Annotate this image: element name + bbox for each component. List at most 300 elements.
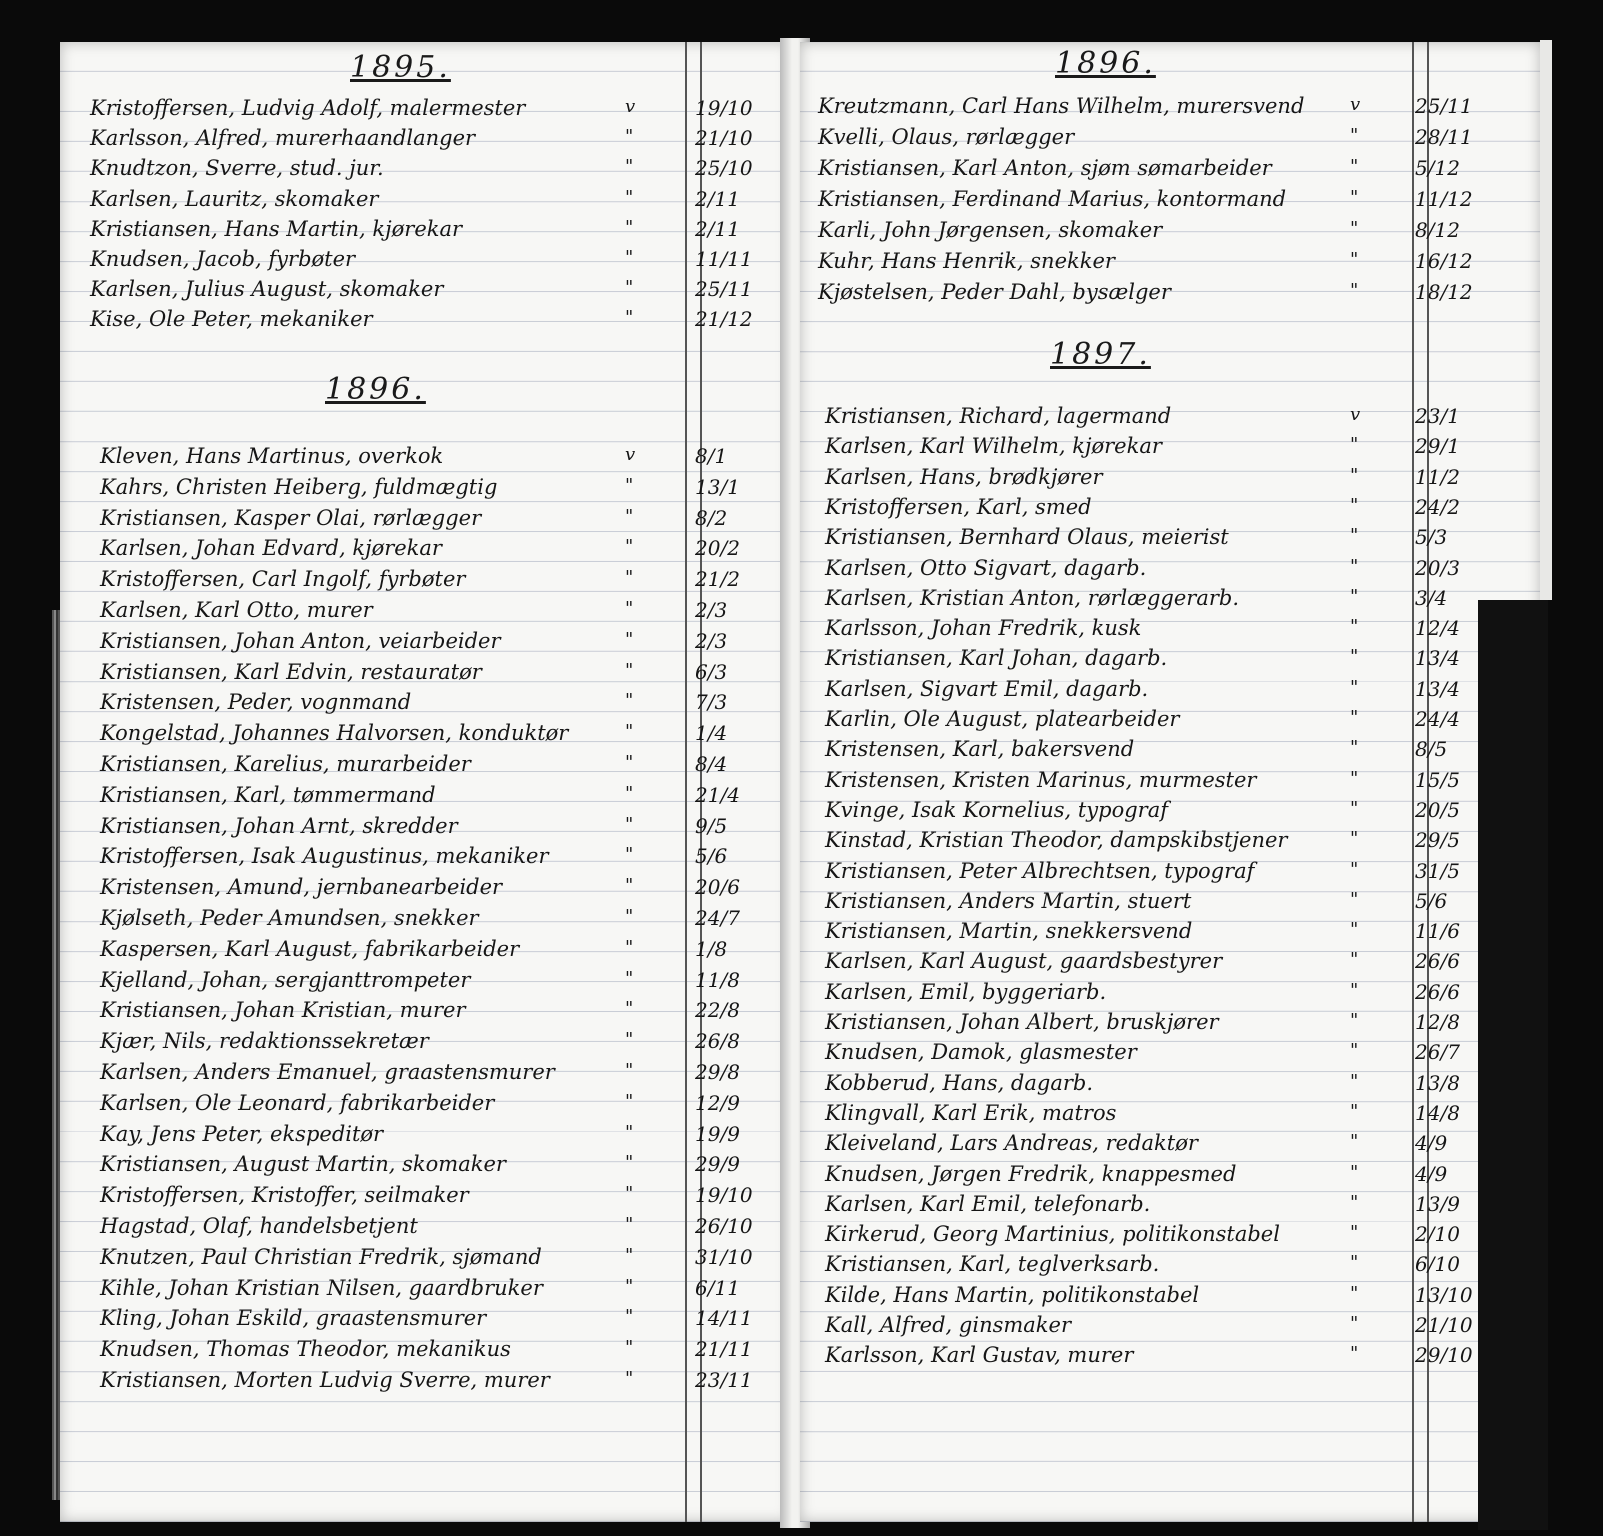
background-shadow [1478, 600, 1548, 1530]
entry-date: 22/8 [695, 998, 740, 1023]
entry-date: 11/11 [695, 247, 753, 271]
entry-date: 19/10 [695, 1183, 753, 1208]
entry-mark: " [1350, 1222, 1359, 1244]
entry-date: 23/1 [1415, 404, 1460, 428]
entry-date: 21/12 [695, 307, 753, 332]
entry-date: 29/9 [695, 1152, 740, 1177]
ledger-entry-row [800, 644, 1520, 674]
entry-mark: " [625, 1337, 634, 1359]
entry-mark: " [1350, 676, 1359, 698]
entry-date: 11/2 [1415, 464, 1460, 489]
entry-name: Kristiansen, Karl Edvin, restauratør [100, 659, 482, 684]
entry-mark: " [1350, 646, 1359, 668]
entry-date: 11/12 [1415, 187, 1473, 211]
entry-date: 28/11 [1415, 125, 1473, 149]
entry-date: 8/12 [1415, 218, 1460, 242]
entry-date: 13/9 [1415, 1191, 1460, 1216]
entry-mark: " [1350, 125, 1359, 146]
entry-mark: v [1350, 404, 1361, 425]
ledger-entry-row [800, 826, 1520, 856]
ledger-entry-row [60, 245, 780, 275]
ledger-entry-row [800, 463, 1520, 493]
entry-date: 29/5 [1415, 828, 1460, 853]
entry-mark: " [625, 1183, 634, 1205]
entry-name: Karlsen, Hans, brødkjører [825, 464, 1103, 489]
entry-name: Hagstad, Olaf, handelsbetjent [100, 1214, 418, 1238]
entry-mark: " [625, 1060, 634, 1081]
ledger-entry-row [60, 1089, 780, 1119]
entry-mark: " [1350, 187, 1359, 208]
entry-date: 1/8 [695, 936, 728, 961]
entry-name: Kristiansen, Karelius, murarbeider [100, 752, 471, 776]
entry-name: Kristensen, Peder, vognmand [100, 690, 412, 715]
ledger-entry-row [60, 215, 780, 245]
ledger-entry-row [800, 1250, 1520, 1280]
section-year-heading: 1896. [1055, 46, 1156, 81]
entry-mark: " [625, 126, 634, 148]
ledger-entry-row [800, 402, 1520, 432]
entry-mark: v [625, 96, 636, 117]
ledger-entry-row [800, 1311, 1520, 1341]
entry-date: 21/10 [695, 126, 753, 151]
entry-mark: " [625, 628, 634, 650]
entry-date: 6/11 [695, 1275, 740, 1300]
entry-mark: " [625, 1214, 634, 1235]
entry-mark: " [625, 567, 634, 589]
entry-date: 24/2 [1415, 494, 1460, 519]
entry-date: 25/11 [1415, 94, 1473, 118]
entry-mark: " [1350, 1161, 1359, 1183]
entry-date: 19/9 [695, 1121, 740, 1146]
ledger-entry-row [60, 1335, 780, 1365]
entry-name: Kristoffersen, Carl Ingolf, fyrbøter [100, 567, 466, 592]
entry-mark: v [625, 444, 636, 465]
entry-name: Kinstad, Kristian Theodor, dampskibstjener [825, 828, 1288, 853]
entry-date: 29/10 [1415, 1343, 1473, 1368]
entry-name: Kristiansen, Ferdinand Marius, kontormand [818, 187, 1287, 211]
entry-mark: " [625, 156, 634, 178]
entry-name: Kahrs, Christen Heiberg, fuldmægtig [100, 474, 498, 499]
entry-mark: " [1350, 1282, 1359, 1304]
entry-mark: " [625, 906, 634, 927]
entry-date: 4/9 [1415, 1131, 1448, 1156]
entry-mark: " [1350, 1070, 1359, 1092]
entry-date: 12/4 [1415, 616, 1460, 641]
entry-date: 6/3 [695, 659, 728, 684]
entry-date: 5/3 [1415, 525, 1448, 550]
entry-name: Karlsen, Emil, byggeriarb. [825, 979, 1107, 1004]
page-edge-tab [1540, 40, 1552, 600]
ledger-entry-row [800, 1038, 1520, 1068]
entry-date: 2/11 [695, 216, 740, 241]
entry-mark: " [1350, 218, 1359, 239]
entry-name: Kristensen, Kristen Marinus, murmester [825, 767, 1257, 792]
entry-mark: v [1350, 94, 1361, 115]
ledger-entry-row [60, 596, 780, 626]
entry-mark: " [625, 1244, 634, 1266]
ledger-entry-row [800, 857, 1520, 887]
ledger-entry-row [60, 781, 780, 811]
entry-name: Karlsen, Sigvart Emil, dagarb. [825, 676, 1149, 701]
entry-date: 4/9 [1415, 1161, 1448, 1186]
entry-date: 18/12 [1415, 280, 1473, 304]
ledger-entry-row [60, 1027, 780, 1057]
ledger-entry-row [800, 584, 1520, 614]
entry-name: Kilde, Hans Martin, politikonstabel [825, 1282, 1200, 1307]
entry-mark: " [625, 1121, 634, 1143]
entry-name: Karlsen, Otto Sigvart, dagarb. [825, 555, 1147, 580]
entry-name: Kristiansen, Karl, teglverksarb. [825, 1252, 1160, 1277]
entry-date: 26/10 [695, 1214, 753, 1238]
entry-name: Kristiansen, Martin, snekkersvend [825, 919, 1193, 944]
entry-mark: " [625, 277, 634, 299]
ledger-entry-row [60, 996, 780, 1026]
ledger-entry-row [60, 966, 780, 996]
entry-date: 31/10 [695, 1244, 753, 1269]
entry-date: 14/8 [1415, 1100, 1460, 1125]
entry-name: Kihle, Johan Kristian Nilsen, gaardbruker [100, 1275, 543, 1300]
entry-date: 31/5 [1415, 858, 1460, 883]
entry-date: 20/5 [1415, 797, 1460, 822]
ledger-entry-row [800, 1069, 1520, 1099]
entry-mark: " [625, 1029, 634, 1051]
entry-date: 11/6 [1415, 919, 1460, 944]
entry-name: Karlsson, Alfred, murerhaandlanger [90, 126, 476, 151]
entry-mark: " [625, 307, 634, 329]
entry-mark: " [625, 875, 634, 897]
entry-date: 5/12 [1415, 156, 1460, 180]
entry-date: 13/8 [1415, 1070, 1460, 1095]
ledger-entry-row [60, 94, 780, 124]
entry-name: Kristiansen, Johan Kristian, murer [100, 998, 466, 1023]
entry-date: 21/11 [695, 1337, 753, 1362]
ledger-entry-row [60, 504, 780, 534]
entry-mark: " [1350, 1191, 1359, 1213]
entry-date: 24/4 [1415, 707, 1460, 731]
entry-date: 13/4 [1415, 646, 1460, 671]
ledger-entry-row [60, 935, 780, 965]
entry-date: 25/11 [695, 277, 753, 302]
entry-mark: " [1350, 888, 1359, 910]
ledger-entry-row [60, 627, 780, 657]
entry-date: 12/8 [1415, 1010, 1460, 1034]
entry-name: Kristoffersen, Isak Augustinus, mekaniker [100, 844, 549, 869]
ledger-entry-row [60, 275, 780, 305]
ledger-entry-row [800, 1099, 1520, 1129]
entry-date: 13/4 [1415, 676, 1460, 701]
entry-name: Karlsen, Julius August, skomaker [90, 277, 444, 302]
entry-mark: " [1350, 156, 1359, 177]
entry-name: Kaspersen, Karl August, fabrikarbeider [100, 936, 520, 961]
entry-name: Knudsen, Jørgen Fredrik, knappesmed [825, 1161, 1237, 1186]
ledger-entry-row [800, 1220, 1520, 1250]
entry-name: Karlsen, Karl Otto, murer [100, 598, 373, 622]
entry-date: 6/10 [1415, 1252, 1460, 1277]
entry-name: Karlsen, Karl Emil, telefonarb. [825, 1191, 1151, 1216]
ledger-entry-row [800, 216, 1520, 246]
ledger-entry-row [800, 154, 1520, 184]
ledger-entry-row [800, 735, 1520, 765]
entry-name: Kjøstelsen, Peder Dahl, bysælger [818, 280, 1171, 304]
entry-name: Kristiansen, Johan Albert, bruskjører [825, 1010, 1219, 1034]
ledger-entry-row [800, 92, 1520, 122]
entry-mark: " [625, 598, 634, 619]
entry-name: Karlin, Ole August, platearbeider [825, 707, 1180, 731]
ledger-entry-row [60, 1058, 780, 1088]
entry-name: Kjelland, Johan, sergjanttrompeter [100, 967, 471, 992]
entry-name: Kjær, Nils, redaktionssekretær [100, 1029, 429, 1054]
entry-name: Kristiansen, Anders Martin, stuert [825, 888, 1192, 913]
entry-name: Knudsen, Thomas Theodor, mekanikus [100, 1337, 511, 1362]
entry-mark: " [1350, 797, 1359, 819]
entry-mark: " [1350, 555, 1359, 577]
entry-mark: " [1350, 525, 1359, 547]
ledger-entry-row [60, 1243, 780, 1273]
ledger-entry-row [60, 305, 780, 335]
entry-mark: " [1350, 1010, 1359, 1031]
entry-mark: " [625, 1152, 634, 1174]
ledger-entry-row [60, 1212, 780, 1242]
ledger-entry-row [60, 1181, 780, 1211]
entry-date: 21/10 [1415, 1313, 1473, 1337]
entry-name: Kristensen, Amund, jernbanearbeider [100, 875, 503, 900]
entry-date: 26/8 [695, 1029, 740, 1054]
entry-name: Kristiansen, Richard, lagermand [825, 404, 1172, 428]
entry-date: 25/10 [695, 156, 753, 181]
entry-date: 26/6 [1415, 949, 1460, 974]
ledger-entry-row [800, 1129, 1520, 1159]
entry-mark: " [625, 721, 634, 743]
entry-mark: " [1350, 919, 1359, 941]
entry-date: 21/4 [695, 782, 740, 807]
entry-name: Karli, John Jørgensen, skomaker [818, 218, 1163, 242]
entry-mark: " [1350, 707, 1359, 728]
left-page [60, 42, 790, 1522]
entry-date: 2/11 [695, 186, 740, 211]
entry-name: Karlsen, Ole Leonard, fabrikarbeider [100, 1090, 495, 1115]
entry-mark: " [625, 186, 634, 208]
entry-date: 13/10 [1415, 1282, 1473, 1307]
entry-name: Kall, Alfred, ginsmaker [825, 1313, 1071, 1337]
entry-date: 13/1 [695, 474, 740, 499]
entry-mark: " [1350, 616, 1359, 638]
ledger-entry-row [60, 473, 780, 503]
entry-date: 5/6 [1415, 888, 1448, 913]
entry-mark: " [625, 216, 634, 238]
ledger-entry-row [60, 873, 780, 903]
entry-date: 23/11 [695, 1368, 753, 1392]
entry-mark: " [1350, 464, 1359, 486]
entry-mark: " [625, 844, 634, 866]
entry-name: Klingvall, Karl Erik, matros [825, 1100, 1117, 1125]
ledger-entry-row [800, 705, 1520, 735]
entry-mark: " [1350, 585, 1359, 607]
entry-date: 2/3 [695, 628, 728, 653]
ledger-entry-row [800, 978, 1520, 1008]
entry-date: 8/5 [1415, 737, 1448, 762]
entry-date: 8/2 [695, 505, 728, 530]
entry-date: 12/9 [695, 1090, 740, 1115]
entry-date: 16/12 [1415, 249, 1473, 273]
entry-name: Kristiansen, Karl Anton, sjøm sømarbeider [818, 156, 1272, 180]
entry-name: Kleiveland, Lars Andreas, redaktør [825, 1131, 1198, 1156]
ledger-entry-row [800, 278, 1520, 308]
entry-mark: " [625, 1306, 634, 1328]
entry-date: 7/3 [695, 690, 728, 715]
entry-mark: " [1350, 1100, 1359, 1122]
entry-date: 20/3 [1415, 555, 1460, 580]
entry-mark: " [625, 659, 634, 681]
entry-name: Kling, Johan Eskild, graastensmurer [100, 1306, 487, 1331]
entry-date: 11/8 [695, 967, 740, 992]
entry-mark: " [1350, 280, 1359, 301]
entry-mark: " [1350, 1343, 1359, 1365]
entry-name: Kristiansen, Johan Anton, veiarbeider [100, 628, 501, 653]
ledger-entry-row [60, 1274, 780, 1304]
entry-mark: " [1350, 828, 1359, 850]
ledger-entry-row [60, 1150, 780, 1180]
entry-date: 26/7 [1415, 1040, 1460, 1065]
ledger-entry-row [800, 554, 1520, 584]
entry-mark: " [1350, 1252, 1359, 1274]
entry-date: 19/10 [695, 96, 753, 120]
entry-mark: " [1350, 249, 1359, 270]
entry-mark: " [625, 998, 634, 1020]
ledger-entry-row [60, 565, 780, 595]
entry-mark: " [625, 936, 634, 958]
entry-name: Kise, Ole Peter, mekaniker [90, 307, 373, 332]
entry-name: Kristiansen, Morten Ludvig Sverre, murer [100, 1368, 550, 1392]
entry-mark: " [1350, 979, 1359, 1001]
ledger-entry-row [800, 523, 1520, 553]
ledger-entry-row [60, 658, 780, 688]
ledger-entry-row [800, 1160, 1520, 1190]
entry-name: Kjølseth, Peder Amundsen, snekker [100, 906, 479, 930]
entry-date: 3/4 [1415, 585, 1448, 610]
ledger-entry-row [800, 432, 1520, 462]
entry-name: Kristoffersen, Kristoffer, seilmaker [100, 1183, 469, 1208]
entry-date: 20/6 [695, 875, 740, 900]
ledger-entry-row [800, 123, 1520, 153]
entry-name: Kay, Jens Peter, ekspeditør [100, 1121, 384, 1146]
entry-name: Kristiansen, Karl, tømmermand [100, 782, 436, 807]
entry-date: 29/8 [695, 1060, 740, 1084]
ledger-entry-row [60, 750, 780, 780]
entry-mark: " [1350, 737, 1359, 759]
ledger-entry-row [60, 442, 780, 472]
entry-name: Knutzen, Paul Christian Fredrik, sjømand [100, 1244, 542, 1269]
entry-name: Kongelstad, Johannes Halvorsen, konduktør [100, 721, 569, 746]
entry-name: Kreutzmann, Carl Hans Wilhelm, murersvend [818, 94, 1305, 118]
entry-date: 2/10 [1415, 1222, 1460, 1247]
section-year-heading: 1896. [325, 372, 426, 407]
entry-mark: " [625, 967, 634, 989]
entry-mark: " [1350, 1313, 1359, 1334]
entry-name: Knudtzon, Sverre, stud. jur. [90, 156, 384, 181]
ledger-entry-row [800, 675, 1520, 705]
entry-name: Karlsen, Kristian Anton, rørlæggerarb. [825, 585, 1239, 610]
ledger-entry-row [800, 1341, 1520, 1371]
entry-date: 9/5 [695, 813, 728, 838]
section-year-heading: 1895. [350, 50, 451, 85]
section-year-heading: 1897. [1050, 337, 1151, 372]
entry-date: 2/3 [695, 598, 728, 622]
entry-mark: " [625, 690, 634, 712]
ledger-entry-row [800, 614, 1520, 644]
entry-name: Kristiansen, Peter Albrechtsen, typograf [825, 858, 1255, 883]
ledger-entry-row [60, 1304, 780, 1334]
right-page [800, 42, 1540, 1522]
entry-mark: " [1350, 767, 1359, 789]
entry-name: Kvinge, Isak Kornelius, typograf [825, 797, 1169, 822]
entry-name: Karlsen, Johan Edvard, kjørekar [100, 536, 442, 561]
ledger-entry-row [800, 796, 1520, 826]
ledger-entry-row [60, 154, 780, 184]
entry-date: 29/1 [1415, 434, 1460, 459]
entry-name: Kristensen, Karl, bakersvend [825, 737, 1135, 762]
entry-name: Karlsen, Lauritz, skomaker [90, 186, 379, 211]
ledger-entry-row [800, 1008, 1520, 1038]
entry-name: Kleven, Hans Martinus, overkok [100, 444, 444, 468]
ledger-entry-row [800, 887, 1520, 917]
entry-mark: " [625, 782, 634, 804]
entry-mark: " [625, 1368, 634, 1389]
entry-mark: " [1350, 494, 1359, 516]
entry-date: 1/4 [695, 721, 728, 746]
entry-name: Kobberud, Hans, dagarb. [825, 1070, 1094, 1095]
ledger-entry-row [60, 812, 780, 842]
entry-mark: " [625, 474, 634, 496]
entry-name: Karlsen, Anders Emanuel, graastensmurer [100, 1060, 555, 1084]
entry-mark: " [625, 752, 634, 773]
entry-name: Karlsen, Karl Wilhelm, kjørekar [825, 434, 1162, 459]
entry-mark: " [1350, 1040, 1359, 1062]
entry-name: Kristiansen, Hans Martin, kjørekar [90, 216, 463, 241]
ledger-entry-row [60, 719, 780, 749]
entry-date: 24/7 [695, 906, 740, 930]
entry-mark: " [625, 1090, 634, 1112]
entry-name: Knudsen, Damok, glasmester [825, 1040, 1137, 1065]
entry-mark: " [1350, 1131, 1359, 1153]
ledger-entry-row [800, 917, 1520, 947]
entry-name: Karlsson, Karl Gustav, murer [825, 1343, 1134, 1368]
entry-mark: " [625, 813, 634, 835]
ledger-entry-row [800, 947, 1520, 977]
entry-name: Kristiansen, Johan Arnt, skredder [100, 813, 458, 838]
ledger-entry-row [800, 766, 1520, 796]
entry-date: 14/11 [695, 1306, 753, 1331]
entry-name: Knudsen, Jacob, fyrbøter [90, 247, 356, 271]
ledger-entry-row [800, 1281, 1520, 1311]
entry-name: Karlsson, Johan Fredrik, kusk [825, 616, 1142, 641]
entry-name: Kuhr, Hans Henrik, snekker [818, 249, 1115, 273]
entry-date: 15/5 [1415, 767, 1460, 792]
entry-name: Kristiansen, Kasper Olai, rørlægger [100, 505, 482, 530]
entry-date: 5/6 [695, 844, 728, 869]
entry-mark: " [625, 505, 634, 527]
entry-name: Karlsen, Karl August, gaardsbestyrer [825, 949, 1223, 974]
entry-mark: " [625, 1275, 634, 1297]
entry-date: 21/2 [695, 567, 740, 592]
ledger-entry-row [60, 185, 780, 215]
ledger-entry-row [800, 185, 1520, 215]
entry-name: Kristiansen, Bernhard Olaus, meierist [825, 525, 1229, 550]
entry-name: Kirkerud, Georg Martinius, politikonstabel [825, 1222, 1280, 1247]
entry-date: 26/6 [1415, 979, 1460, 1004]
ledger-entry-row [60, 1366, 780, 1396]
entry-name: Kristiansen, August Martin, skomaker [100, 1152, 506, 1177]
entry-mark: " [625, 536, 634, 558]
